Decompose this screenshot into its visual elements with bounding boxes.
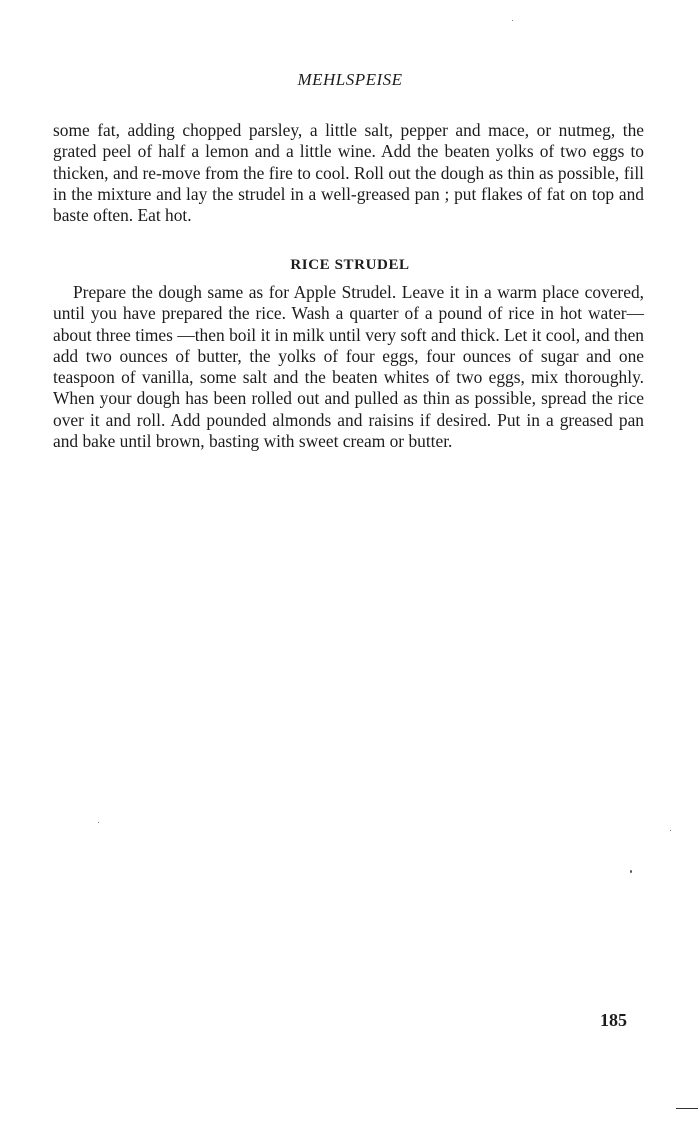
edge-mark bbox=[676, 1108, 698, 1109]
running-head: MEHLSPEISE bbox=[297, 70, 403, 89]
print-speck bbox=[512, 20, 513, 21]
paragraph-rice-strudel: Prepare the dough same as for Apple Strudel. Leave it in a warm place covered, until you have prepared the rice. Wash a quarter of a pound of rice in hot water—about three times —then boil it in milk until very soft and thick. Let it cool, and then add two ounces of butter, the yolks of four eggs, four ounces of sugar and one teaspoon of vanilla, some salt and the beaten whites of two eggs, mix thoroughly. When your dough has been rolled out and pulled as thin as possible, spread the rice over it and roll. Add pounded almonds and raisins if desired. Put in a greased pan and bake until brown, basting with sweet cream or butter. bbox=[53, 282, 644, 452]
paragraph-continued: some fat, adding chopped parsley, a little salt, pepper and mace, or nutmeg, the grated peel of half a lemon and a little wine. Add the beaten yolks of two eggs to thicken, and re-move from the fire to cool. Roll out the dough as thin as possible, fill in the mixture and lay the strudel in a well-greased pan ; put flakes of fat on top and baste often. Eat hot. bbox=[53, 120, 644, 226]
print-speck bbox=[670, 830, 671, 831]
print-speck bbox=[630, 870, 632, 873]
print-speck bbox=[98, 822, 99, 823]
page-number: 185 bbox=[600, 1010, 627, 1030]
section-title: RICE STRUDEL bbox=[290, 257, 410, 273]
